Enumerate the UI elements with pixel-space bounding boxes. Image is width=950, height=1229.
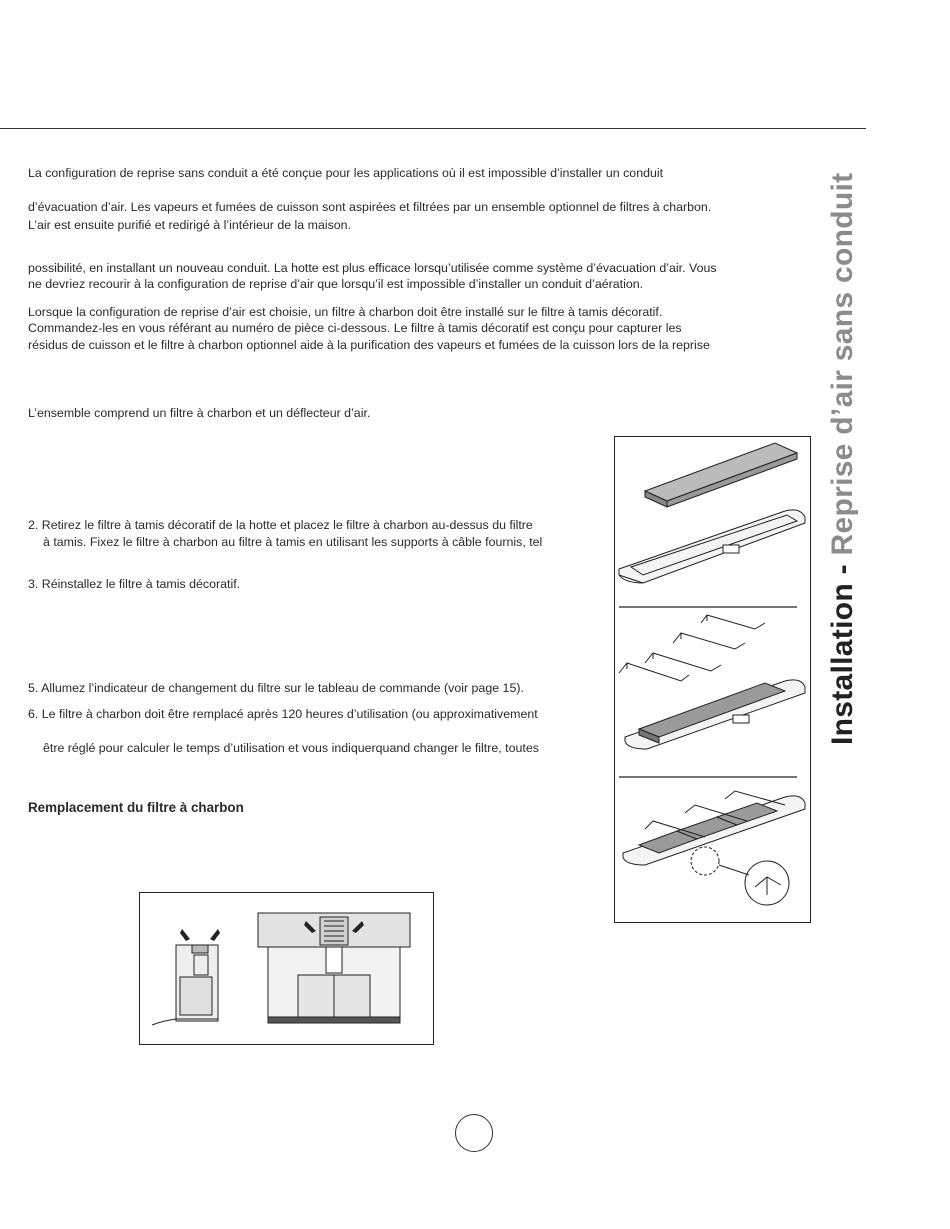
side-title-recirculation: Reprise d’air sans conduit	[826, 172, 859, 556]
step-2-line: à tamis. Fixez le filtre à charbon au filtre à tamis en utilisant les supports à câble fournis, tel	[43, 535, 543, 549]
step-3-line: 3. Réinstallez le filtre à tamis décoratif.	[28, 577, 241, 591]
hood-side-view	[152, 945, 218, 1025]
section-side-title	[826, 145, 860, 745]
assembled-filter	[623, 791, 805, 875]
side-title-installation: Installation -	[826, 555, 859, 745]
hood-front-view	[258, 913, 410, 1023]
step-2	[28, 517, 542, 551]
step-6-line: 6. Le filtre à charbon doit être remplacé après 120 heures d’utilisation (ou approximativement	[28, 707, 538, 721]
step-6-line: être réglé pour calculer le temps d’utilisation et vous indiquerquand changer le filtre, toutes	[43, 741, 539, 755]
filter-assembly-drawing	[615, 437, 809, 921]
recirculation-hood-illustration	[139, 892, 434, 1045]
bracket-detail-zoom	[719, 861, 789, 905]
charcoal-filter-panel	[645, 443, 797, 507]
wire-brackets	[619, 615, 765, 681]
charcoal-filter-paragraph-line: résidus de cuisson et le filtre à charbon optionnel aide à la purification des vapeurs et fumées de la cuisson lors de la reprise	[28, 338, 710, 352]
intro-paragraph-line: d’évacuation d’air. Les vapeurs et fumées de cuisson sont aspirées et filtrées par un ensemble optionnel de filtres à charbon.	[28, 200, 712, 214]
recommendation-paragraph-line: possibilité, en installant un nouveau conduit. La hotte est plus efficace lorsqu’utilisée comme système d’évacuation d’air. Vous	[28, 261, 717, 275]
recirculation-hood-drawing	[140, 893, 432, 1043]
charcoal-filter-paragraph-line: Lorsque la configuration de reprise d’air est choisie, un filtre à charbon doit être installé sur le filtre à tamis décoratif.	[28, 305, 663, 319]
step-5-line: 5. Allumez l’indicateur de changement du filtre sur le tableau de commande (voir page 15).	[28, 681, 524, 695]
kit-contents-text: L’ensemble comprend un filtre à charbon et un déflecteur d’air.	[28, 406, 371, 420]
intro-paragraph-line: La configuration de reprise sans conduit a été conçue pour les applications où il est impossible d’installer un conduit	[28, 166, 664, 180]
filter-assembly-illustration	[614, 436, 811, 923]
section-heading: Remplacement du filtre à charbon	[28, 800, 244, 815]
filter-stack	[625, 680, 805, 749]
recommendation-paragraph-line: ne devriez recourir à la configuration de reprise d’air que lorsqu’il est impossible d’installer un conduit d’aération.	[28, 277, 644, 291]
header-rule	[0, 128, 866, 129]
intro-paragraph-line: L’air est ensuite purifié et redirigé à l’intérieur de la maison.	[28, 218, 352, 232]
charcoal-filter-paragraph-line: Commandez-les en vous référant au numéro de pièce ci-dessous. Le filtre à tamis décoratif est conçu pour capturer les	[28, 321, 682, 335]
step-3	[28, 576, 240, 593]
page-number-circle	[455, 1114, 493, 1152]
step-5	[28, 680, 524, 697]
step-2-line: 2. Retirez le filtre à tamis décoratif de la hotte et placez le filtre à charbon au-dessus du filtre	[28, 518, 533, 532]
airflow-arrows-side	[180, 929, 220, 941]
step-6	[28, 706, 538, 723]
step-6-continued	[28, 740, 539, 757]
mesh-filter-panel	[619, 510, 805, 583]
